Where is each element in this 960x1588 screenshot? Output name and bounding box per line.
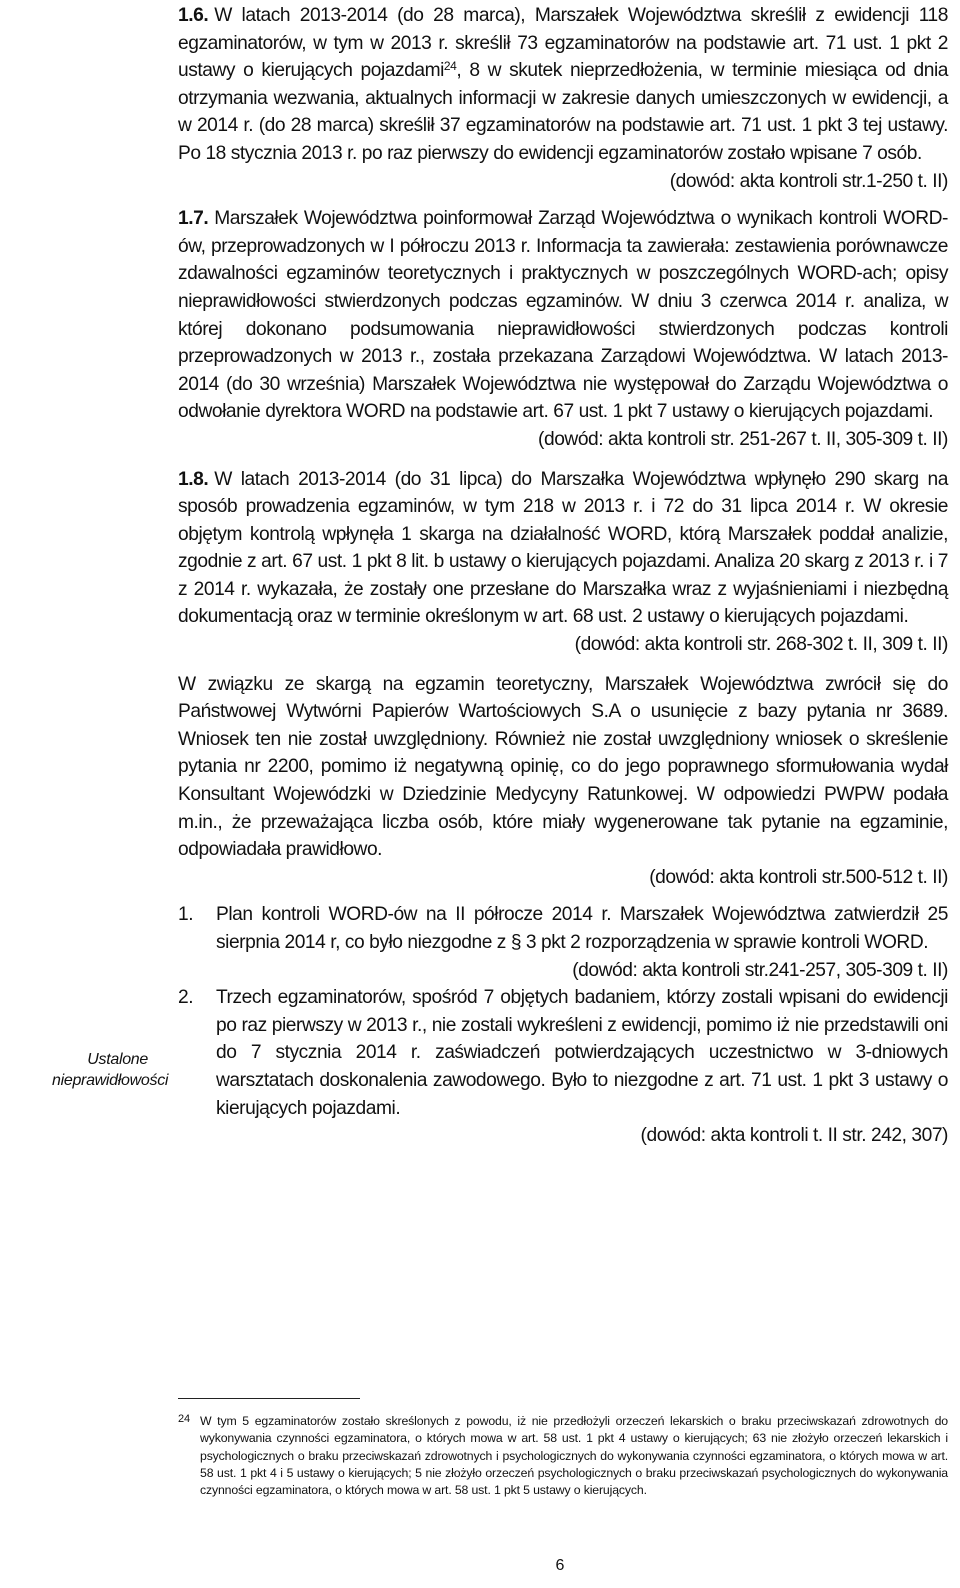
- page-number: 6: [555, 1557, 565, 1574]
- section-text-continued: , 8 w skutek nieprzedłożenia, w terminie miesiąca od dnia otrzymania wezwania, aktualnych informacji w zakresie danych umieszczonych w ewidencji, a w 2014 r. (do 28 marca) skreślił 37 egzaminatorów na podstawie art. 71 ust. 1 pkt 3 tej ustawy. Po 18 stycznia 2013 r. po raz pierwszy do ewidencji egzaminatorów zostało wpisane 7 osób.: [178, 60, 948, 164]
- footnote-reference[interactable]: 24: [443, 59, 457, 74]
- complaint-paragraph: W związku ze skargą na egzamin teoretyczny, Marszałek Województwa zwrócił się do Państwowej Wytwórni Papierów Wartościowych S.A o usunięcie z bazy pytania nr 3689. Wniosek ten nie został uwzględniony. Również nie został uwzględniony wniosek o skreślenie pytania nr 2200, pomimo iż negatywną opinię, co do jego poprawnego sformułowania wydał Konsultant Wojewódzki w Dziedzinie Medycyny Ratunkowej. W odpowiedzi PWPW podała m.in., że przeważająca liczba osób, które miały wygenerowane tak pytanie na egzaminie, odpowiadała prawidłowo.: [178, 673, 948, 861]
- section-number: 1.6.: [178, 5, 209, 26]
- document-body: [178, 2, 948, 1150]
- margin-note-line: nieprawidłowości: [52, 1072, 169, 1089]
- evidence-citation: (dowód: akta kontroli str. 268-302 t. II, 309 t. II): [574, 634, 948, 656]
- finding-item: [178, 984, 948, 1122]
- section-text: Marszałek Województwa poinformował Zarząd Województwa o wynikach kontroli WORD-ów, przeprowadzonych w I półroczu 2013 r. Informacja ta zawierała: zestawienia porównawcze zdawalności egzaminów teoretycznych i praktycznych w poszczególnych WORD-ach; opisy nieprawidłowości stwierdzonych podczas egzaminów. W dniu 3 czerwca 2014 r. analiza, w której dokonano podsumowania nieprawidłowości stwierdzonych podczas kontroli przeprowadzonych w 2013 r., została przekazana Zarządowi Województwa. W latach 2013-2014 (do 30 września) Marszałek Województwa nie występował do Zarządu Województwa o odwołanie dyrektora WORD na podstawie art. 67 ust. 1 pkt 7 ustawy o kierujących pojazdami.: [178, 208, 948, 423]
- section-text: W latach 2013-2014 (do 31 lipca) do Marszałka Województwa wpłynęło 290 skarg na sposób prowadzenia egzaminów, w tym 218 w 2013 r. i 72 do 31 lipca 2014 r. W okresie objętym kontrolą wpłynęła 1 skarga na działalność WORD, którą Marszałek poddał analizie, zgodnie z art. 67 ust. 1 pkt 8 lit. b ustawy o kierujących pojazdami. Analiza 20 skarg z 2013 r. i 7 z 2014 r. wykazała, że zostały one przesłane do Marszałka wraz z wyjaśnieniami i niezbędną dokumentacją oraz w terminie określonym w art. 68 ust. 2 ustawy o kierujących pojazdami.: [178, 468, 948, 628]
- findings-list: [178, 901, 948, 956]
- finding-text: Plan kontroli WORD-ów na II półrocze 2014 r. Marszałek Województwa zatwierdził 25 sierpnia 2014 r, co było niezgodne z § 3 pkt 2 rozporządzenia w sprawie kontroli WORD.: [216, 904, 948, 953]
- finding-text: Trzech egzaminatorów, spośród 7 objętych badaniem, którzy zostali wpisani do ewidencji po raz pierwszy w 2013 r., nie zostali wykreśleni z ewidencji, pomimo iż nie przedstawili oni do 7 stycznia 2014 r. zaświadczeń potwierdzających uczestnictwo w 3-dniowych warsztatach doskonalenia zawodowego. Było to niezgodne z art. 71 ust. 1 pkt 3 ustawy o kierujących pojazdami.: [216, 987, 948, 1119]
- section-number: 1.7.: [178, 208, 209, 230]
- section-1-8: [178, 466, 948, 632]
- evidence-citation: (dowód: akta kontroli str. 251-267 t. II, 305-309 t. II): [538, 428, 948, 450]
- section-1-7: [178, 205, 948, 426]
- evidence-citation: (dowód: akta kontroli str.241-257, 305-309 t. II): [572, 959, 948, 981]
- footnote: [178, 1413, 948, 1499]
- evidence-citation: (dowód: akta kontroli str.1-250 t. II): [669, 170, 948, 192]
- evidence-citation: (dowód: akta kontroli str.500-512 t. II): [649, 866, 948, 888]
- finding-number: 2.: [178, 987, 194, 1009]
- footnote-number: 24: [178, 1413, 190, 1425]
- section-number: 1.8.: [178, 468, 209, 490]
- footnote-text: W tym 5 egzaminatorów zostało skreślonych z powodu, iż nie przedłożyli orzeczeń lekarskich o braku przeciwskazań zdrowotnych do wykonywania czynności egzaminatora, o których mowa w art. 58 ust. 1 pkt 4 ustawy o kierujących; 63 nie złożyło orzeczeń lekarskich i psychologicznych o braku przeciwskazań zdrowotnych i psychologicznych do wykonywania czynności egzaminatora, o których mowa w art. 58 ust. 1 pkt 4 i 5 ustawy o kierujących; 5 nie złożyło orzeczeń psychologicznych o braku przeciwskazań psychologicznych do wykonywania czynności egzaminatora, o których mowa w art. 58 ust. 1 pkt 5 ustawy o kierujących.: [200, 1414, 948, 1498]
- section-text: W latach 2013-2014 (do 28 marca), Marszałek Województwa skreślił z ewidencji 118 egzaminatorów, w tym w 2013 r. skreślił 73 egzaminatorów na podstawie art. 71 ust. 1 pkt 2 ustawy o kierujących pojazdami: [178, 5, 948, 82]
- margin-note: [52, 1049, 169, 1091]
- section-1-6: [178, 2, 948, 168]
- footnote-separator: [178, 1398, 360, 1399]
- evidence-citation: (dowód: akta kontroli t. II str. 242, 307): [640, 1125, 948, 1147]
- margin-note-line: Ustalone: [87, 1051, 148, 1068]
- finding-number: 1.: [178, 904, 194, 926]
- findings-list-continued: [178, 984, 948, 1122]
- finding-item: [178, 901, 948, 956]
